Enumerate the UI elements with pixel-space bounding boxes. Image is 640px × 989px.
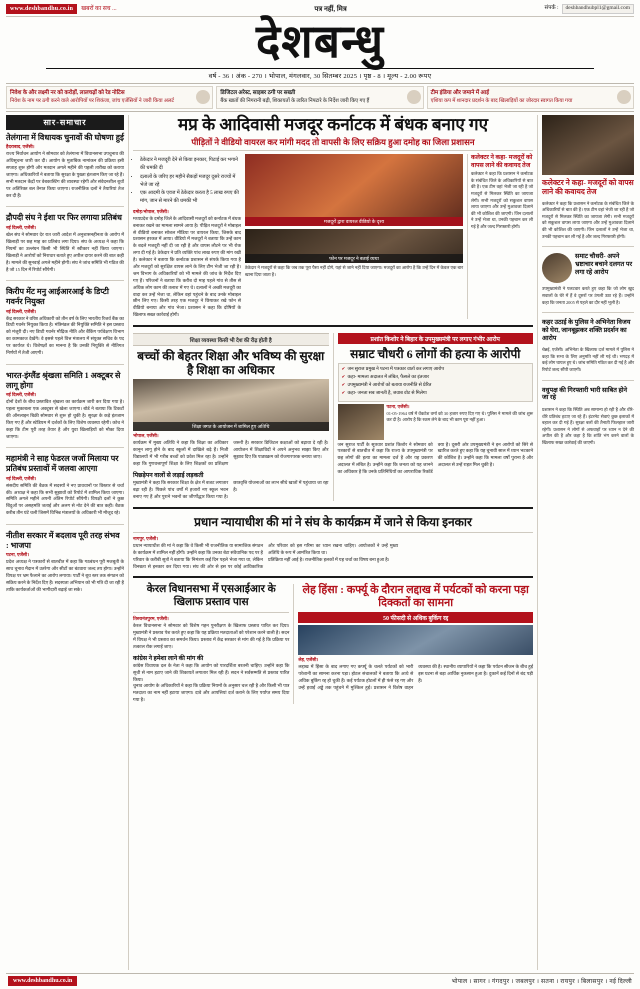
cj-body-2: परिवार के करीबी सूत्रों ने बताया कि निमंत्रण कई दिन पहले भेजा गया था, लेकिन विनम्रता से इनकार कर दिया गया। संघ की ओर से इस पर कोई आधिकारिक प्रतिक्रिया नहीं आई है। राजनीतिक हलकों में यह चर्चा का विषय बना हुआ है। — [133, 556, 390, 569]
news-byline: नई दिल्ली, एजेंसी। — [6, 392, 37, 398]
right-story-1-body: कलेक्टर ने कहा कि प्रशासन ने कर्नाटक के संबंधित जिले के अधिकारियों से बात की है। एक टीम वहां भेजी जा रही है जो मजदूरों से मिलकर स्थिति का जायजा लेगी। सभी मजदूरों को सकुशल वापस लाया जाएगा और उन्हें मुआवजा दिलाने की भी कोशिश की जाएगी। जिन दलालों ने उन्हें भेजा था, उनकी पहचान कर ली गई है और जल्द गिरफ्तारी होगी। — [542, 200, 634, 239]
promo-title: निवेश के और लक्ष्मी नर को करोड़ों, लालचढ़ों को रेड नोटिस — [10, 90, 125, 96]
news-body: खेल संघ ने सोमवार देर रात जारी आदेश में अनुशासनहीनता के आरोप में खिलाड़ी पर छह माह का प्रतिबंध लगा दिया। संघ के अध्यक्ष ने कहा कि नियमों का उल्लंघन किसी भी स्थिति में स्वीकार नहीं किया जाएगा। खिलाड़ी ने आरोपों को निराधार बताते हुए अपील दायर करने की बात कही है। मामले की सुनवाई अगले महीने होगी। संघ ने जांच समिति भी गठित की है जो 15 दिन में रिपोर्ट सौंपेगी। — [6, 232, 124, 272]
bullet-item: ✔ जन सुराज प्रमुख ने पटना में पत्रकार वार्ता कर लगाए आरोप — [342, 366, 530, 373]
ladakh-story[interactable] — [293, 584, 533, 704]
bullet-item: ✔ कहा- जनता सब जानती है, जवाब वोट से मिलेगा — [342, 390, 530, 397]
bullet-item: • ठेकेदार ने मजदूरी देने से किया इनकार, पिटाई कर भगाने की धमकी दी — [140, 157, 241, 173]
news-body: केंद्र सरकार ने वरिष्ठ अधिकारी को तीन वर्ष के लिए भारतीय रिजर्व बैंक का डिप्टी गवर्नर नियुक्त किया है। मंत्रिमंडल की नियुक्ति समिति ने इस प्रस्ताव को मंजूरी दी। नए डिप्टी गवर्नर मौद्रिक नीति और बैंकिंग पर्यवेक्षण विभाग का कामकाज देखेंगे। वे इससे पहले वित्त मंत्रालय में संयुक्त सचिव के पद पर कार्यरत थे। विशेषज्ञों का मानना है कि उनकी नियुक्ति से नीतिगत निर्णयों में तेजी आएगी। — [6, 315, 124, 356]
news-byline: नई दिल्ली, एजेंसी। — [6, 475, 37, 481]
lead-side-headline: कलेक्टर ने कहा- मजदूरों को वापस लाने की कवायद तेज — [471, 154, 533, 169]
main-grid — [6, 115, 634, 970]
education-headline: बच्चों की बेहतर शिक्षा और भविष्य की सुरक्षा है शिक्षा का अधिकार — [137, 349, 325, 378]
kerala-body-2: कांग्रेस विधायक दल के नेता ने कहा कि आयोग को पारदर्शिता बरतनी चाहिए। उन्होंने कहा कि सूची से नाम हटाए जाने की शिकायतें लगातार मिल रही हैं। सदन ने सर्वसम्मति से प्रस्ताव पारित किया। — [133, 662, 290, 682]
promo-text: निवेश के नाम पर ठगी करने वाले आरोपियों पर शिकंजा, जांच एजेंसियों ने जारी किया अलर्ट — [10, 98, 175, 105]
samrat-eyebrow: प्रशांत किशोर ने बिहार के उपमुख्यमंत्री पर लगाए गंभीर आरोप — [338, 333, 534, 344]
news-item[interactable] — [6, 454, 124, 518]
lead-side-body: कलेक्टर ने कहा कि प्रशासन ने कर्नाटक के संबंधित जिले के अधिकारियों से बात की है। एक टीम वहां भेजी जा रही है जो मजदूरों से मिलकर स्थिति का जायजा लेगी। सभी मजदूरों को सकुशल वापस लाया जाएगा और उन्हें मुआवजा दिलाने की भी कोशिश की जाएगी। जिन दलालों ने उन्हें भेजा था, उनकी पहचान कर ली गई है और जल्द गिरफ्तारी होगी। — [471, 171, 533, 230]
footer-editions: भोपाल । सागर । गंगदपुर । जबलपुर । सतना । रायपुर । बिलासपुर । नई दिल्ली — [451, 979, 632, 985]
contact-label: संपर्क : — [544, 5, 559, 12]
site-tagline: खबरों का सच ... — [81, 6, 117, 12]
divider — [6, 280, 124, 281]
promo-card[interactable] — [427, 86, 634, 109]
news-headline: द्रौपदी संघ ने ईशा पर फिर लगाया प्रतिबंध — [6, 213, 122, 223]
divider-heavy — [133, 576, 533, 578]
issue-meta: वर्ष - 36 । अंक - 270 । भोपाल, मंगलवार, 30 सितम्बर 2025 । पृष्ठ - 8 । मूल्य - 2.00 रूपए — [208, 73, 432, 80]
ladakh-headline-text: कर्फ्यू के दौरान लद्दाख में पर्यटकों को करना पड़ा दिक्कतों का सामना — [346, 584, 529, 610]
divider — [542, 312, 634, 313]
ladakh-headline — [298, 584, 533, 610]
cj-byline: नागपुर, एजेंसी। — [133, 535, 159, 541]
paper-title: देशबन्धु — [255, 16, 384, 67]
education-subhead: पिछड़ेपन वालों से लड़ाई लड़कती — [133, 472, 204, 480]
right-column — [537, 115, 634, 970]
news-body: संसदीय समिति की बैठक में सदस्यों ने नए प्रावधानों पर विस्तार से चर्चा की। अध्यक्ष ने कहा कि सभी सुझावों को रिपोर्ट में शामिल किया जाएगा। समिति अगले महीने अपनी अंतिम रिपोर्ट सौंपेगी। विपक्षी दलों ने कुछ बिंदुओं पर असहमति जताई और अलग से नोट देने की बात कही। बैठक करीब तीन घंटे चली जिसमें विभिन्न मंत्रालयों के अधिकारी भी मौजूद रहे। — [6, 482, 124, 516]
right-story-1-headline: कलेक्टर ने कहा- मजदूरों को वापस लाने की कवायद तेज — [542, 177, 634, 196]
promo-thumb — [407, 90, 421, 104]
ladakh-banner: 50 फीसदी से अधिक बुकिंग रद्द — [298, 612, 533, 623]
news-headline: महामंत्री ने साह फेडरल जजों मिलाया पर प्रतिबंध प्रस्तावों में जलवा आएगा — [6, 454, 119, 474]
samrat-portrait — [338, 404, 384, 440]
ladakh-kicker: लेह हिंसा : — [302, 584, 344, 597]
divider-heavy — [133, 325, 533, 327]
samrat-bullets — [338, 363, 534, 401]
news-item[interactable] — [6, 531, 124, 595]
bullet-item: • दलालों के जरिए हर महीने सैकड़ों मजदूर दूसरे राज्यों में भेजे जा रहे — [140, 174, 241, 190]
promo-card[interactable] — [216, 86, 423, 109]
samrat-headline: सम्राट चौधरी 6 लोगों की हत्या के आरोपी — [350, 347, 521, 362]
education-byline: भोपाल, एजेंसी। — [133, 433, 159, 439]
right-story-2-body: उपमुख्यमंत्री ने पलटवार करते हुए कहा कि जो लोग खुद सवालों के घेरे में हैं वे दूसरों पर उंगली उठा रहे हैं। उन्होंने कहा कि जनता 2005 से पहले का दौर नहीं भूली है। — [542, 286, 634, 305]
right-story-3-headline: कहर उठाई के पुलिस ने अभिनेता विजय को घेरा, जानबूझकर शक्ति प्रदर्शन का आरोप — [542, 319, 631, 342]
news-byline: हैदराबाद, एजेंसी। — [6, 144, 35, 150]
news-byline: पटना, एजेंसी। — [6, 552, 29, 558]
lead-bullets — [133, 157, 241, 206]
divider-heavy — [133, 507, 533, 509]
ladakh-byline: लेह, एजेंसी। — [298, 657, 319, 663]
divider — [133, 612, 289, 613]
kerala-byline: तिरुवनंतपुरम, एजेंसी। — [133, 616, 169, 622]
promo-card[interactable] — [6, 86, 213, 109]
promo-title: डिजिटल अरेस्ट, साइबर ठगी पर सख्ती — [220, 90, 296, 96]
cj-headline: प्रधान न्यायाधीश की मां ने संघ के कार्यक्रम में जाने से किया इनकार — [194, 514, 472, 529]
education-story[interactable] — [133, 333, 329, 501]
divider — [542, 246, 634, 247]
site-url-badge[interactable]: www.deshbandhu.co.in — [6, 4, 77, 14]
lead-subhead: पीड़ितों ने वीडियो वायरल कर मांगी मदद तो वापसी के लिए सक्रिय हुआ दमोह का जिला प्रशासन — [191, 136, 475, 147]
contact-email[interactable]: deshbandhubpl1@gmail.com — [562, 4, 635, 14]
divider — [6, 364, 124, 365]
samrat-body: जन सुराज पार्टी के सूत्रधार प्रशांत किशोर ने सोमवार को पत्रकारों से बातचीत में कहा कि राज्य के उपमुख्यमंत्री पर छह लोगों की हत्या का मामला दर्ज है और यह प्रकरण अदालत में लंबित है। उन्होंने कहा कि जनता को यह जानने का अधिकार है कि उनके प्रतिनिधियों का आपराधिक रिकॉर्ड क्या है। दूसरी ओर उपमुख्यमंत्री ने इन आरोपों को सिरे से खारिज करते हुए कहा कि यह चुनावी साल में ध्यान भटकाने की कोशिश है। उन्होंने कहा कि मामला वर्षों पुराना है और अदालत से उन्हें राहत मिल चुकी है। — [337, 441, 533, 475]
kerala-subhead: कांग्रेस ने हमेशा लाने की मांग की — [133, 654, 204, 662]
lead-photo-caption: मजदूरों द्वारा वायरल वीडियो के दृश्य — [245, 217, 463, 226]
promo-strip — [6, 83, 634, 112]
education-eyebrow: शिक्षा व्यवस्था किसी भी देश की रीढ़ होती है — [133, 333, 329, 346]
right-top-photo — [542, 115, 634, 175]
right-story-2-headline: समाट चौधरी- अपने भ्रष्टाचार बचाने दलगत पर लगा रहे आरोप — [575, 253, 633, 276]
promo-title: टीम इंडिया और जमाने में आई — [430, 90, 490, 96]
divider — [6, 206, 124, 207]
news-item[interactable] — [6, 371, 124, 442]
news-body: दोनों देशों के बीच प्रस्तावित श्रृंखला का कार्यक्रम जारी कर दिया गया है। पहला मुकाबला एक अक्टूबर से खेला जाएगा। बोर्ड ने बताया कि टिकटों की ऑनलाइन बिक्री सोमवार से शुरू हो चुकी है। सुरक्षा के कड़े इंतजाम किए गए हैं और स्टेडियम में दर्शकों के लिए विशेष व्यवस्था रहेगी। कोच ने कहा कि टीम पूरी तरह तैयार है और युवा खिलाड़ियों को मौका दिया जाएगा। — [6, 399, 124, 439]
divider — [6, 524, 124, 525]
kerala-story[interactable] — [133, 584, 289, 704]
news-body: राज्य निर्वाचन आयोग ने सोमवार को तेलंगाना में विधानसभा उपचुनाव की अधिसूचना जारी कर दी। आयोग के मुताबिक नामांकन की प्रक्रिया इसी सप्ताह शुरू होगी और मतदान अगले महीने की पहली तारीख को कराया जाएगा। अधिकारियों ने बताया कि सुरक्षा के पुख्ता इंतजाम किए जा रहे हैं। सभी मतदान केंद्रों पर वेबकास्टिंग की व्यवस्था रहेगी और संवेदनशील बूथों पर अतिरिक्त बल तैनात किया जाएगा। राजनीतिक दलों ने तैयारियां तेज कर दी हैं। — [6, 151, 124, 198]
news-item[interactable] — [6, 213, 124, 274]
kerala-body-3: चुनाव आयोग के अधिकारियों ने कहा कि प्रक्रिया नियमों के अनुसार चल रही है और किसी भी पात्र मतदाता का नाम नहीं हटाया जाएगा। दावे और आपत्तियां दर्ज कराने के लिए पर्याप्त समय दिया गया है। — [133, 683, 290, 703]
promo-thumb — [196, 90, 210, 104]
center-slogan: पत्र नहीं, मित्र — [314, 4, 347, 13]
right-portrait — [542, 253, 572, 283]
samrat-byline: पटना, एजेंसी। — [386, 403, 410, 409]
lead-story[interactable] — [133, 115, 533, 320]
promo-text: बैंक खातों की निगरानी बढ़ी, शिकायतों के त्वरित निपटारे के निर्देश जारी किए गए हैं — [220, 98, 370, 105]
right-story-4-headline: वधुपक्ष की गिरफ्तारी भारी साबित होने जा रहे — [542, 386, 628, 402]
news-headline: भारत-इंग्लैंड श्रृंखला समिति 1 अक्टूबर से लागू होगा — [6, 370, 121, 390]
samrat-lead-para: 01-05-1964 वर्ष में वेंकटेश वर्मा को 30 हजार रुपए दिए गए थे। पुलिस ने मामले की जांच शुरू कर दी है। आरोप है कि रकम लेने के बाद भी काम पूरा नहीं हुआ। — [386, 410, 533, 423]
lead-byline: दमोह/भोपाल, एजेंसी। — [133, 208, 169, 214]
ladakh-body: लद्दाख में हिंसा के बाद लगाए गए कर्फ्यू के चलते पर्यटकों को भारी परेशानी का सामना करना पड़ा। होटल संचालकों ने बताया कि आधे से अधिक बुकिंग रद्द हो चुकी हैं। कई पर्यटक होटलों में ही फंसे रह गए और उन्हें हवाई अड्डे तक पहुंचने में मुश्किल हुई। प्रशासन ने विशेष वाहन व्यवस्था की है। स्थानीय व्यापारियों ने कहा कि पर्यटन सीजन के बीच हुई इस घटना से बड़ा आर्थिक नुकसान हुआ है। दुकानें कई दिनों से बंद पड़ी हैं। — [298, 664, 533, 691]
lead-photo — [245, 154, 463, 226]
chief-justice-story[interactable] — [133, 515, 533, 571]
center-column — [128, 115, 533, 970]
right-story-3-body: चेन्नई, एजेंसी। अभिनेता के खिलाफ दर्ज मामले में पुलिस ने कहा कि सभा के लिए अनुमति नहीं ली गई थी। भगदड़ में कई लोग घायल हुए थे। जांच समिति गठित कर दी गई है और रिपोर्ट जल्द सौंपी जाएगी। — [542, 347, 634, 373]
divider — [542, 380, 634, 381]
news-headline: तेलंगाना में विधायक चुनावों की घोषणा हुई — [6, 132, 124, 142]
lead-body: मध्यप्रदेश के दमोह जिले के आदिवासी मजदूरों को कर्नाटक में बंधक बनाकर रखने का मामला सामने आया है। पीड़ित मजदूरों ने मोबाइल से वीडियो बनाकर सोशल मीडिया पर वायरल किया, जिसके बाद प्रशासन हरकत में आया। वीडियो में मजदूरों ने बताया कि उन्हें काम के बदले मजदूरी नहीं दी जा रही है और वापस लौटने पर भी रोक लगा दी गई है। ठेकेदार ने प्रति व्यक्ति पांच लाख रुपए की मांग रखी है। कलेक्टर ने बताया कि कर्नाटक प्रशासन से संपर्क किया गया है और मजदूरों को सुरक्षित वापस लाने के लिए टीम भेजी जा रही है। श्रम विभाग के अधिकारियों को भी मामले की जांच के निर्देश दिए गए हैं। परिजनों ने बताया कि करीब दो माह पहले गांव से तीस से अधिक लोग काम की तलाश में गए थे। दलालों ने अच्छी मजदूरी का वादा कर उन्हें भेजा था, लेकिन वहां पहुंचने के बाद उनके मोबाइल छीन लिए गए। किसी तरह एक मजदूर ने छिपाकर रखे फोन से वीडियो बनाया और गांव भेजा। प्रशासन ने कहा कि दोषियों के खिलाफ सख्त कार्रवाई होगी। — [133, 215, 241, 318]
right-story-4-body: प्रशासन ने कहा कि स्थिति अब सामान्य हो रही है और धीरे-धीरे प्रतिबंध हटाए जा रहे हैं। इंटरनेट सेवाएं कुछ इलाकों में बहाल कर दी गई हैं। सुरक्षा बलों की तैनाती फिलहाल जारी रहेगी। प्रशासन ने लोगों से अफवाहों पर ध्यान न देने की अपील की है और कहा है कि शांति भंग करने वालों के खिलाफ सख्त कार्रवाई की जाएगी। — [542, 407, 634, 446]
divider — [133, 532, 533, 533]
kerala-headline: केरल विधानसभा में एसआईआर के खिलाफ प्रस्ताव पास — [146, 584, 276, 608]
news-body: प्रदेश अध्यक्ष ने पत्रकारों से बातचीत में कहा कि गठबंधन पूरी मजबूती के साथ चुनाव मैदान में उतरेगा और सीटों का बंटवारा जल्द तय होगा। उन्होंने विपक्ष पर भ्रम फैलाने का आरोप लगाया। पार्टी ने बूथ स्तर तक संगठन को सक्रिय करने के निर्देश दिए हैं। सदस्यता अभियान को भी गति दी जा रही है ताकि कार्यकर्ताओं की भागीदारी बढ़ाई जा सके। — [6, 559, 124, 592]
news-byline: नई दिल्ली, एजेंसी। — [6, 225, 37, 231]
lead-headline: मप्र के आदिवासी मजदूर कर्नाटक में बंधक बनाए गए — [177, 114, 489, 134]
bullet-item: ✔ कहा- मामला अदालत में लंबित, फैसले का इंतजार — [342, 374, 530, 381]
bullet-item: ✔ उपमुख्यमंत्री ने आरोपों को बताया राजनीति से प्रेरित — [342, 382, 530, 389]
news-headline: किरीप मेंट मनु आईआरआई के डिप्टी गवर्नर नियुक्त — [6, 287, 109, 306]
samrat-story[interactable] — [333, 333, 534, 501]
masthead — [6, 17, 634, 80]
bullet-item: • एक आदमी के एवज में ठेकेदार करता है 5 लाख रुपए की मांग, जान से मारने की धमकी भी — [140, 190, 241, 206]
lead-photo-secondary — [245, 229, 463, 263]
divider — [133, 150, 533, 151]
education-photo-caption: शिक्षा जगत के आयोजन में शामिल हुए अतिथि — [133, 422, 329, 431]
lead-side-note: ठेकेदार ने मजदूरों से कहा कि जब तक पूरा पैसा नहीं दोगे, यहां से जाने नहीं दिया जाएगा। मजदूरों का आरोप है कि उन्हें दिन में केवल एक बार खाना दिया जाता है। — [245, 265, 463, 277]
kerala-body: केरल विधानसभा ने सोमवार को विशेष गहन पुनरीक्षण के खिलाफ प्रस्ताव पारित कर दिया। मुख्यमंत्री ने प्रस्ताव पेश करते हुए कहा कि यह प्रक्रिया मतदाताओं को परेशान करने वाली है। सदन में विपक्ष ने भी प्रस्ताव का समर्थन किया। प्रस्ताव में केंद्र सरकार से मांग की गई है कि प्रक्रिया पर तत्काल रोक लगाई जाए। — [133, 623, 290, 649]
education-body-2: मुख्यमंत्री ने कहा कि सरकार शिक्षा के क्षेत्र में बजट लगातार बढ़ा रही है। पिछले पांच वर्षों में हजारों नए स्कूल भवन बनाए गए हैं और पुराने भवनों का जीर्णोद्धार किया गया है। छात्रवृत्ति योजनाओं का लाभ सीधे खातों में पहुंचाया जा रहा है। — [133, 480, 329, 499]
news-item[interactable] — [6, 287, 124, 358]
news-item[interactable] — [6, 133, 124, 201]
promo-text: एशिया कप में शानदार प्रदर्शन के बाद खिलाड़ियों का जोरदार स्वागत किया गया — [430, 98, 573, 105]
section-band-news-digest: सार-समाचार — [6, 115, 124, 130]
page-footer — [6, 973, 634, 989]
cj-body: प्रधान न्यायाधीश की मां ने कहा कि वे किसी भी राजनीतिक या सामाजिक संगठन के कार्यक्रम में शामिल नहीं होंगी। उन्होंने कहा कि उनका बेटा संवैधानिक पद पर है और परिवार को इस गरिमा का ध्यान रखना चाहिए। आयोजकों ने उन्हें मुख्य अतिथि के रूप में आमंत्रित किया था। — [133, 542, 398, 555]
news-byline: नई दिल्ली, एजेंसी। — [6, 308, 37, 314]
footer-url[interactable]: www.deshbandhu.co.in — [8, 976, 77, 986]
masthead-rule — [46, 68, 594, 69]
news-headline: नीतीश सरकार में बदलाव पूरी तरह संभव : भाजपा — [6, 531, 120, 550]
lead-photo-caption-2: फोन पर मजदूर ने बताई व्यथा — [245, 254, 463, 263]
divider — [6, 447, 124, 448]
ladakh-photo — [298, 625, 533, 655]
promo-thumb — [617, 90, 631, 104]
education-photo — [133, 379, 329, 431]
education-body: कार्यक्रम में मुख्य अतिथि ने कहा कि शिक्षा का अधिकार कानून लागू होने के बाद स्कूलों में दाखिले बढ़े हैं। निजी विद्यालयों में भी गरीब बच्चों को प्रवेश मिल रहा है। उन्होंने कहा कि गुणवत्तापूर्ण शिक्षा के लिए शिक्षकों का प्रशिक्षण जरूरी है। सरकार डिजिटल कक्षाओं को बढ़ावा दे रही है। आयोजन में शिक्षाविदों ने अपने अनुभव साझा किए और सुझाव दिए कि पाठ्यक्रम को रोजगारपरक बनाया जाए। — [133, 440, 329, 467]
left-column — [6, 115, 124, 970]
